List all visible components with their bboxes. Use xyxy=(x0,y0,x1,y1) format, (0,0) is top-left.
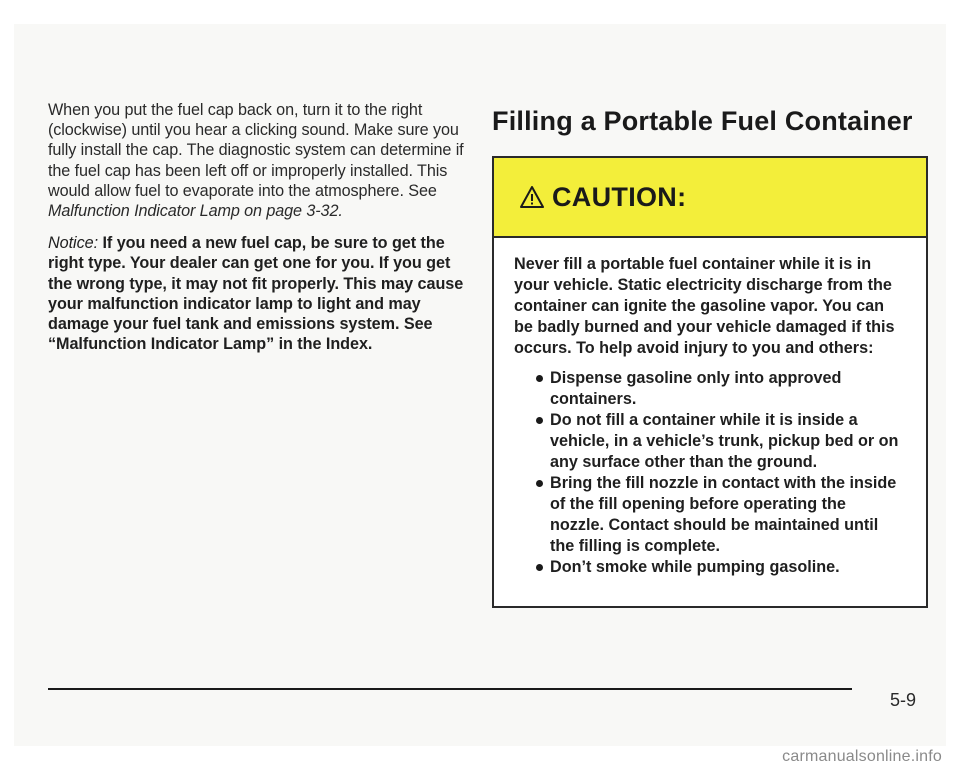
intro-text: When you put the fuel cap back on, turn it to the right (clockwise) until you hear a clicking sound. Make sure you fully install the cap. The diagnostic system can determine if the fuel cap has been left off or improperly installed. This would allow fuel to evaporate into the atmosphere. See xyxy=(48,101,464,200)
manual-page xyxy=(14,24,946,746)
caution-bullet: Don’t smoke while pumping gasoline. xyxy=(536,557,904,578)
caution-body xyxy=(494,238,926,578)
caution-text: Never fill a portable fuel container while it is in your vehicle. Static electricity discharge from the container can ignite the gasoline vapor. You can be badly burned and your vehicle damaged if this occurs. To help avoid injury to you and others: xyxy=(514,255,895,357)
caution-bullet: Bring the fill nozzle in contact with the inside of the fill opening before operating the nozzle. Contact should be maintained until the filling is complete. xyxy=(536,473,904,557)
caution-title: CAUTION: xyxy=(552,181,687,212)
notice-label: Notice: xyxy=(48,234,99,253)
notice-text: If you need a new fuel cap, be sure to get the right type. Your dealer can get one for you. If you get the wrong type, it may not fit properly. This may cause your malfunction indicator lamp to light and may damage your fuel tank and emissions system. See “Malfunction Indicator Lamp” in the Index. xyxy=(48,234,464,354)
warning-triangle-icon xyxy=(520,185,544,209)
caution-bullet: Do not fill a container while it is inside a vehicle, in a vehicle’s trunk, pickup bed or on any surface other than the ground. xyxy=(536,410,904,473)
caution-header xyxy=(494,158,926,238)
section-title: Filling a Portable Fuel Container xyxy=(492,106,913,136)
caution-bullet-list xyxy=(514,368,904,578)
caution-bullet: Dispense gasoline only into approved containers. xyxy=(536,368,904,410)
page-number: 5-9 xyxy=(890,690,917,710)
caution-box xyxy=(492,156,928,608)
left-column xyxy=(48,100,478,354)
watermark: carmanualsonline.info xyxy=(782,748,942,765)
intro-cross-reference: Malfunction Indicator Lamp on page 3-32. xyxy=(48,202,343,221)
intro-paragraph xyxy=(48,100,478,221)
right-column xyxy=(492,104,932,608)
footer-divider xyxy=(48,688,852,690)
notice-paragraph xyxy=(48,233,478,354)
